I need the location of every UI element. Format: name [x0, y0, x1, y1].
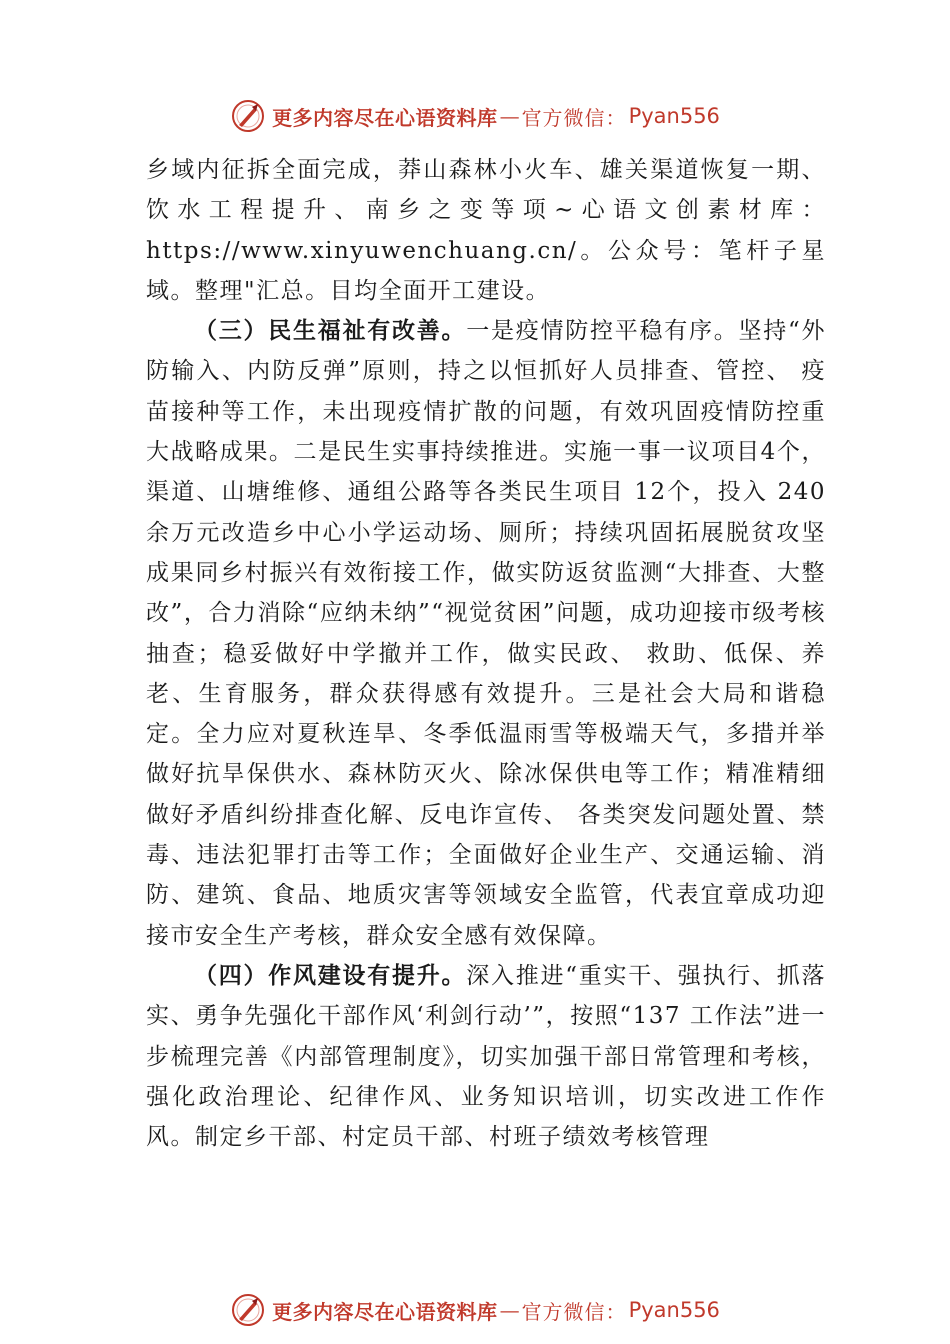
watermark-wechat-label: 官方微信：: [521, 105, 627, 130]
paragraph-work-style: [146, 956, 826, 1157]
paragraph-text: 乡域内征拆全面完成，莽山森林小火车、雄关渠道恢复一期、饮水工程提升、南乡之变等项~心语文创素材库：https://www.xinyuwenchuang.cn/。公众号：笔杆子星域。整理"汇总。目均全面开工建设。: [146, 157, 826, 304]
document-body: [146, 150, 826, 1157]
quill-seal-icon: [230, 1292, 266, 1328]
quill-seal-icon: [230, 98, 266, 134]
watermark-wechat-id: Pyan556: [628, 1298, 720, 1322]
watermark-wechat-label: 官方微信：: [521, 1299, 627, 1324]
section-heading-livelihood: （三）民生福祉有改善。: [194, 317, 467, 345]
paragraph-continuation: [146, 150, 826, 311]
watermark-brand: 更多内容尽在心语资料库: [272, 105, 498, 130]
watermark-wechat-id: Pyan556: [628, 104, 720, 128]
section-heading-work-style: （四）作风建设有提升。: [194, 961, 467, 989]
header-watermark: [0, 96, 950, 136]
footer-watermark: [0, 1290, 950, 1330]
paragraph-text: 深入推进“重实干、强执行、抓落实、勇争先强化干部作风‘利剑行动’”，按照“137 工作法”进一步梳理完善《内部管理制度》，切实加强干部日常管理和考核，强化政治理论、纪律作风、业务知识培训，切实改进工作作风。制定乡干部、村定员干部、村班子绩效考核管理: [146, 962, 826, 1151]
paragraph-livelihood: [146, 311, 826, 956]
paragraph-text: 一是疫情防控平稳有序。坚持“外防输入、内防反弹”原则，持之以恒抓好人员排查、管控、 疫苗接种等工作，未出现疫情扩散的问题，有效巩固疫情防控重大战略成果。二是民生实事持续推进。实施一事一议项目4个，渠道、山塘维修、通组公路等各类民生项目 12个，投入 240余万元改造乡中心小学运动场、厕所；持续巩固拓展脱贫攻坚成果同乡村振兴有效衔接工作，做实防返贫监测“大排查、大整改”，合力消除“应纳未纳”“视觉贫困”问题，成功迎接市级考核抽查；稳妥做好中学撤并工作，做实民政、 救助、低保、养老、生育服务，群众获得感有效提升。三是社会大局和谐稳定。全力应对夏秋连旱、冬季低温雨雪等极端天气，多措并举做好抗旱保供水、森林防灭火、除冰保供电等工作；精准精细做好矛盾纠纷排查化解、反电诈宣传、 各类突发问题处置、禁毒、违法犯罪打击等工作；全面做好企业生产、交通运输、消防、建筑、食品、地质灾害等领域安全监管，代表宜章成功迎接市安全生产考核，群众安全感有效保障。: [146, 318, 826, 949]
watermark-separator: —: [499, 104, 520, 128]
watermark-brand: 更多内容尽在心语资料库: [272, 1299, 498, 1324]
watermark-separator: —: [499, 1298, 520, 1322]
